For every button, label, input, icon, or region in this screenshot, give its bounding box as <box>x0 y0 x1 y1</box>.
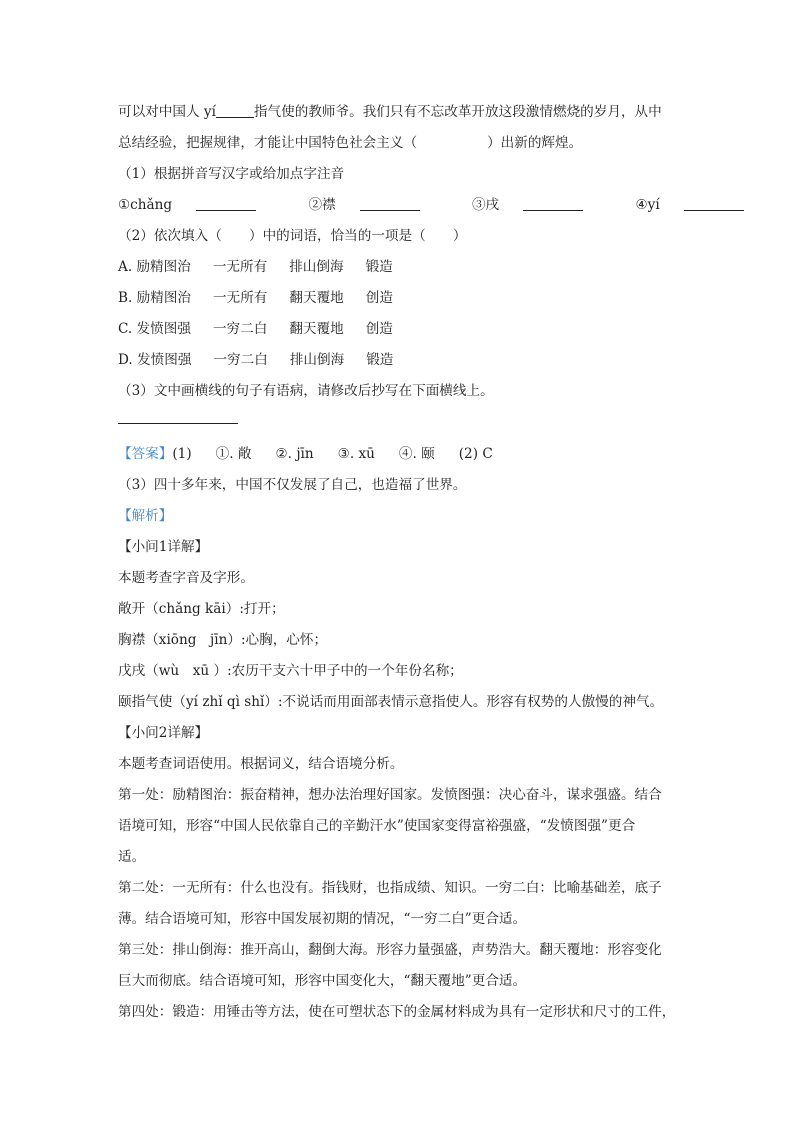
question-1-items <box>118 190 708 221</box>
analysis-line: 戊戌（wù xū ）:农历干支六十甲子中的一个年份名称； <box>118 663 463 679</box>
analysis-line: 语境可知，形容“中国人民依靠自己的辛勤汗水”使国家变得富裕强盛，“发愤图强”更合 <box>118 818 636 834</box>
blank <box>196 194 256 211</box>
passage-line <box>118 128 708 159</box>
answer-tag: 【答案】 <box>118 446 173 462</box>
analysis-line: 本题考查词语使用。根据词义，结合语境分析。 <box>118 756 404 772</box>
text: 指气使的教师爷。我们只有不忘改革开放这段激情燃烧的岁月，从中 <box>253 104 662 120</box>
question-1: （1）根据拼音写汉字或给加点字注音 <box>118 166 345 182</box>
analysis-body <box>118 532 708 1028</box>
analysis-line: 颐指气使（yí zhǐ qì shǐ）:不说话而用面部表情示意指使人。形容有权势的人傲慢的神气。 <box>118 694 664 710</box>
analysis-line: 【小问2详解】 <box>118 725 209 741</box>
answer-line <box>118 407 238 424</box>
analysis-line: 【小问1详解】 <box>118 539 209 555</box>
text: 可以对中国人 yí <box>118 104 216 120</box>
text: ）出新的辉煌。 <box>487 135 583 151</box>
analysis-line: 第三处：排山倒海：推开高山，翻倒大海。形容力量强盛，声势浩大。翻天覆地：形容变化 <box>118 942 662 958</box>
question-3: （3）文中画横线的句子有语病，请修改后抄写在下面横线上。 <box>118 383 494 399</box>
item: ③戌 <box>471 197 500 213</box>
question-2: （2）依次填入（ ）中的词语，恰当的一项是（ ） <box>118 228 467 244</box>
blank <box>684 194 744 211</box>
blank <box>216 101 254 118</box>
analysis-line: 巨大而彻底。结合语境可知，形容中国变化大，“翻天覆地”更合适。 <box>118 973 527 989</box>
analysis-line: 适。 <box>118 849 146 865</box>
analysis-line: 敞开（chǎng kāi）:打开； <box>118 601 285 617</box>
analysis-tag: 【解析】 <box>118 508 173 524</box>
option-a: A. 励精图治 一无所有 排山倒海 锻造 <box>118 259 393 275</box>
blank <box>523 194 583 211</box>
analysis-line: 薄。结合语境可知，形容中国发展初期的情况，“一穷二白”更合适。 <box>118 911 527 927</box>
answer-line-3: （3）四十多年来，中国不仅发展了自己，也造福了世界。 <box>118 477 467 493</box>
analysis-line: 第四处：锻造：用锤击等方法，使在可塑状态下的金属材料成为具有一定形状和尺寸的工件， <box>118 1004 676 1020</box>
item: ①chǎng <box>118 197 173 213</box>
analysis-line: 胸襟（xiōng jīn）:心胸，心怀； <box>118 632 328 648</box>
text: 总结经验，把握规律，才能让中国特色社会主义（ <box>118 135 418 151</box>
option-d: D. 发愤图强 一穷二白 排山倒海 锻造 <box>118 352 394 368</box>
option-c: C. 发愤图强 一穷二白 翻天覆地 创造 <box>118 321 393 337</box>
answer-line-1: 【答案】(1) ①. 敞 ②. jīn ③. xū ④. 颐 (2) C <box>118 439 708 470</box>
analysis-line: 第二处：一无所有：什么也没有。指钱财，也指成绩、知识。一穷二白：比喻基础差，底子 <box>118 880 662 896</box>
passage-line <box>118 97 708 128</box>
analysis-line: 第一处：励精图治：振奋精神，想办法治理好国家。发愤图强：决心奋斗，谋求强盛。结合 <box>118 787 662 803</box>
item: ②襟 <box>308 197 336 213</box>
blank <box>360 194 420 211</box>
analysis-line: 本题考查字音及字形。 <box>118 570 254 586</box>
item: ④yí <box>635 197 660 213</box>
option-b: B. 励精图治 一无所有 翻天覆地 创造 <box>118 290 393 306</box>
